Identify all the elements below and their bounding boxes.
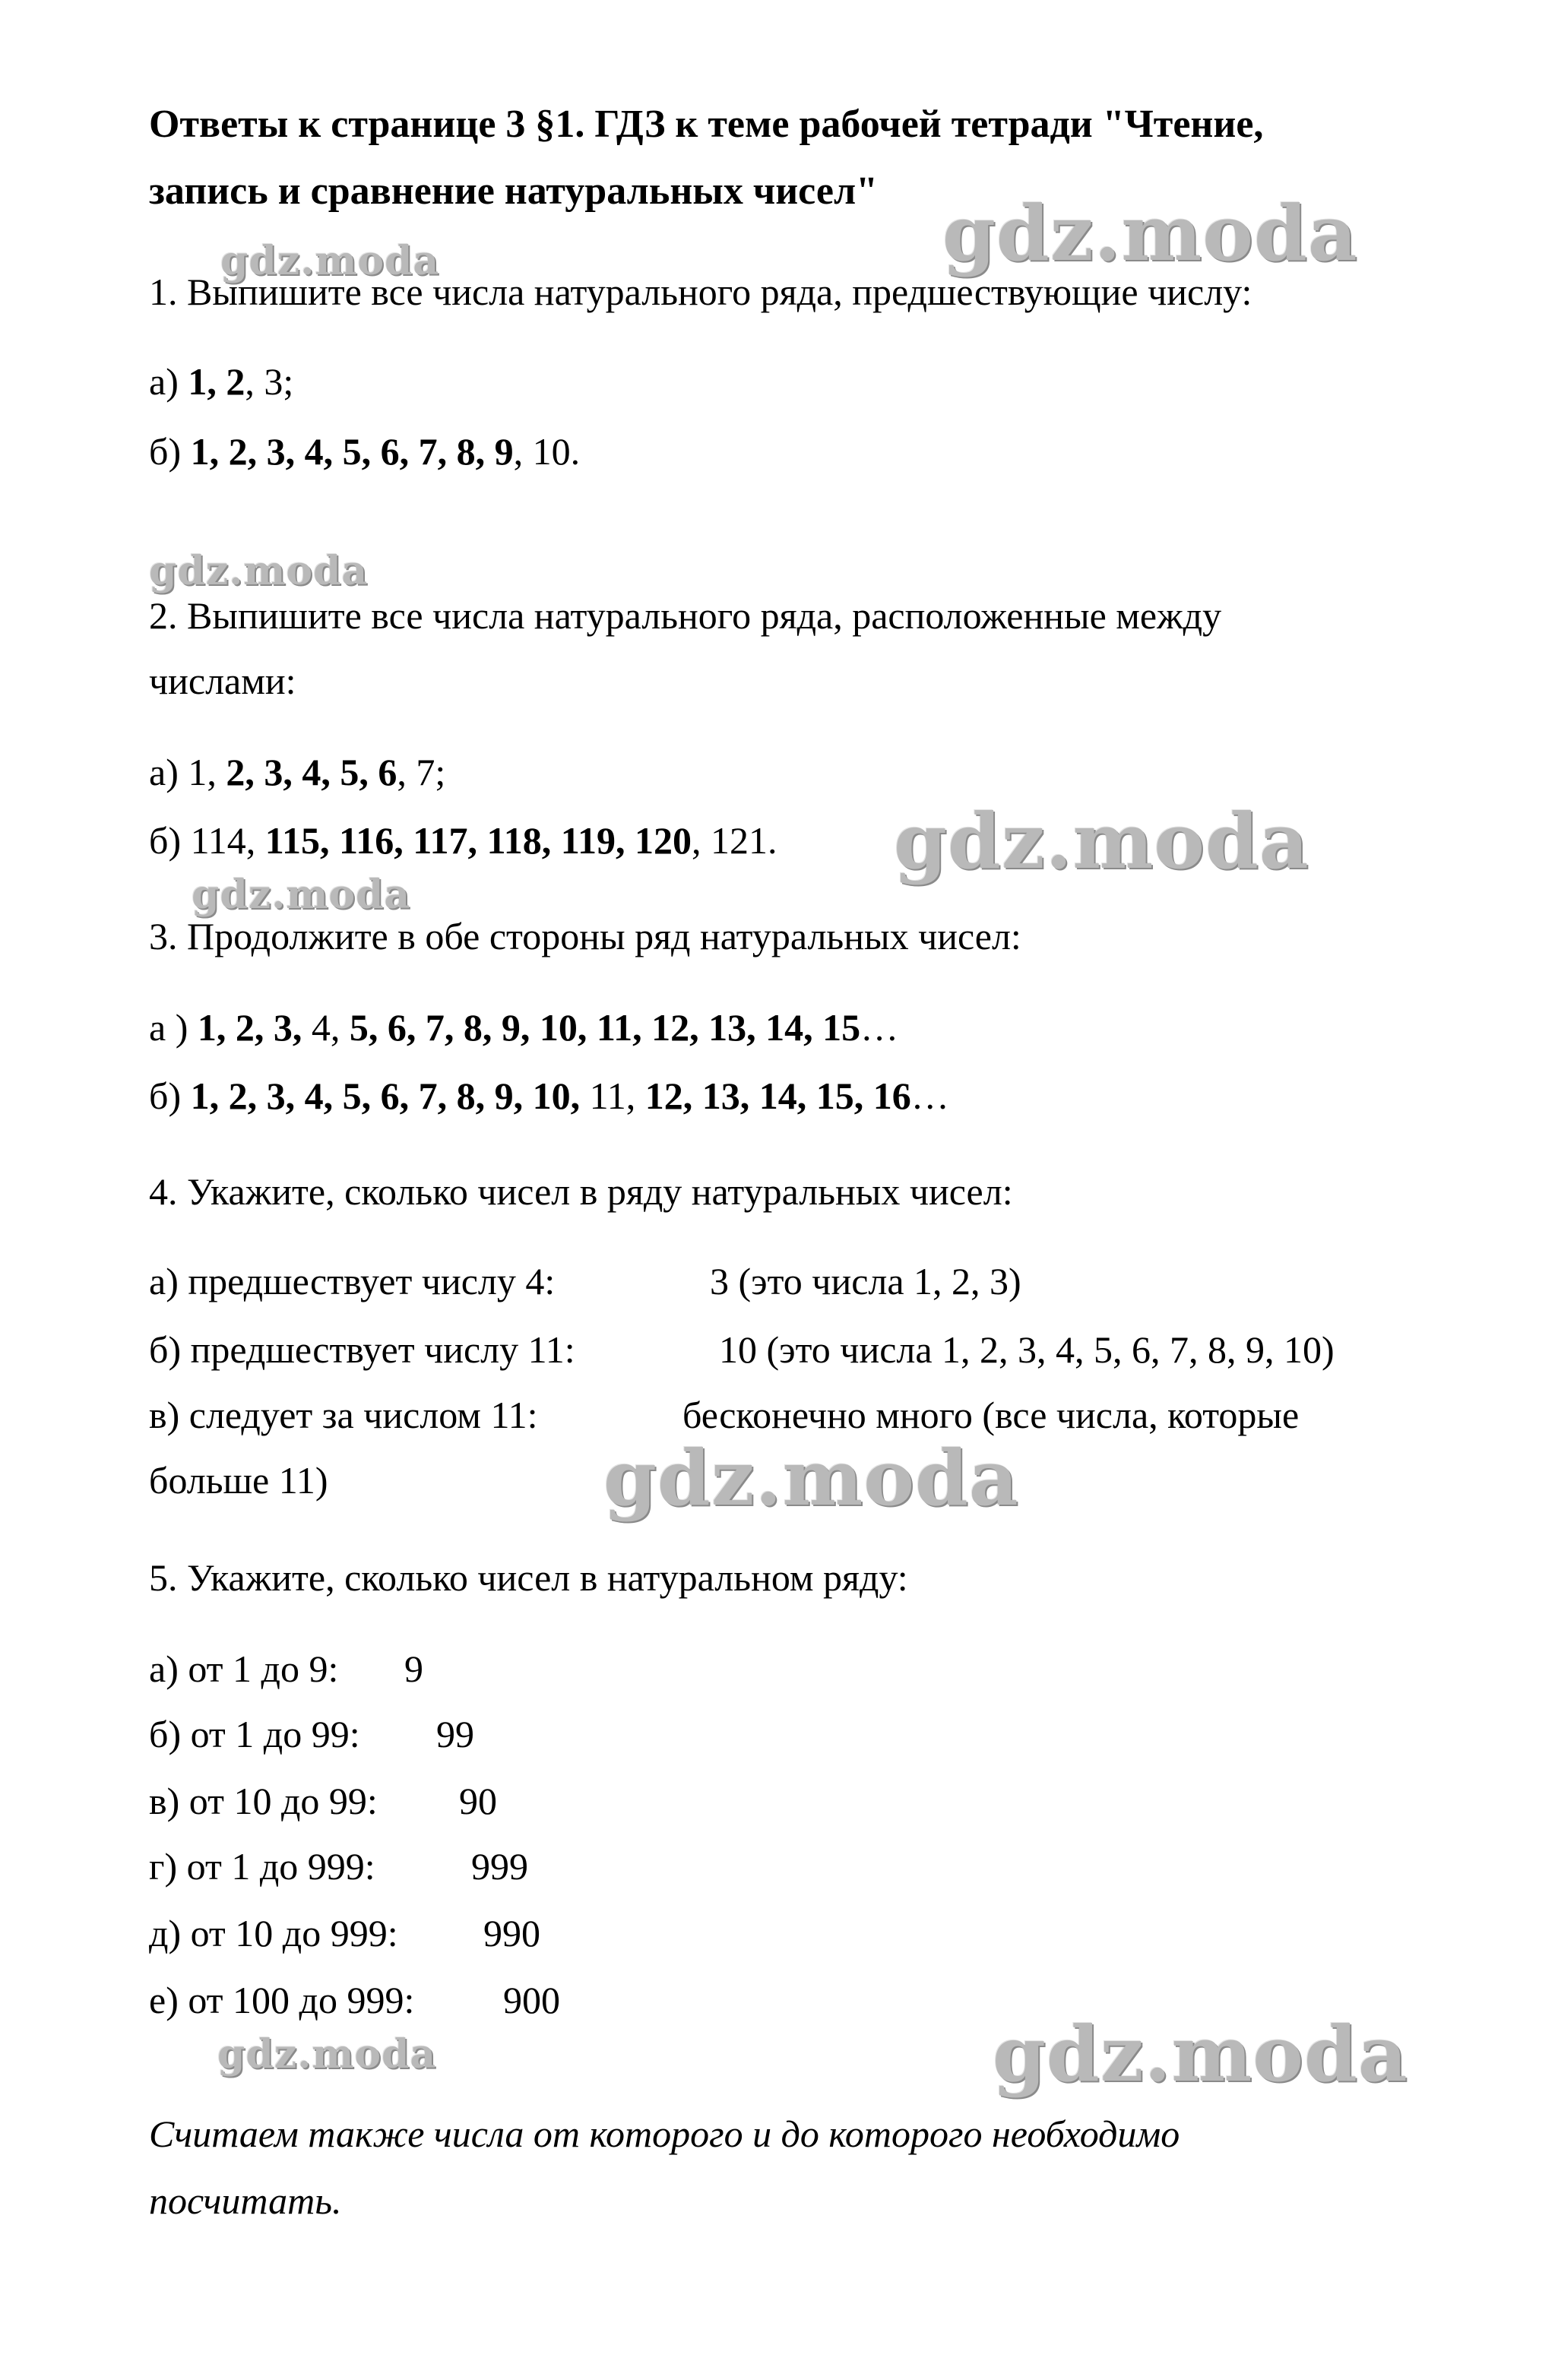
task-2-answer-b: б) 114, 115, 116, 117, 118, 119, 120, 121. — [149, 819, 777, 862]
task-5-answer-c: 90 — [459, 1780, 497, 1822]
watermark-logo: gdz.moda — [217, 2031, 437, 2078]
task-1-question: 1. Выпишите все числа натурального ряда, предшествующие числу: — [149, 271, 1252, 313]
watermark-logo: gdz.moda — [942, 188, 1358, 278]
watermark-logo: gdz.moda — [894, 796, 1309, 886]
watermark-logo: gdz.moda — [220, 238, 440, 284]
task-5-answer-f: 900 — [503, 1979, 560, 2021]
task-5-note-line-2: посчитать. — [149, 2179, 342, 2222]
task-4-label-b: б) предшествует числу 11: — [149, 1328, 575, 1371]
task-3-question: 3. Продолжите в обе стороны ряд натуральных чисел: — [149, 915, 1021, 957]
task-4-label-c: в) следует за числом 11: — [149, 1394, 538, 1436]
task-5-answer-b: 99 — [436, 1713, 474, 1755]
watermark-logo: gdz.moda — [149, 548, 369, 594]
task-5-answer-d: 999 — [471, 1845, 528, 1888]
task-5-label-e: д) от 10 до 999: — [149, 1912, 398, 1954]
task-2-question-line-2: числами: — [149, 660, 296, 702]
task-2-question-line-1: 2. Выпишите все числа натурального ряда, расположенные между — [149, 594, 1222, 637]
watermark-logo: gdz.moda — [603, 1433, 1019, 1523]
task-1-answer-b: б) 1, 2, 3, 4, 5, 6, 7, 8, 9, 10. — [149, 430, 581, 473]
task-5-answer-e: 990 — [483, 1912, 540, 1954]
task-4-label-a: а) предшествует числу 4: — [149, 1260, 556, 1302]
task-5-label-a: а) от 1 до 9: — [149, 1647, 339, 1690]
task-4-answer-c-continued: больше 11) — [149, 1459, 328, 1502]
task-5-label-d: г) от 1 до 999: — [149, 1845, 375, 1888]
page-title-line-1: Ответы к странице 3 §1. ГДЗ к теме рабочей тетради "Чтение, — [149, 103, 1264, 146]
page-title-line-2: запись и сравнение натуральных чисел" — [149, 169, 879, 213]
task-3-answer-b: б) 1, 2, 3, 4, 5, 6, 7, 8, 9, 10, 11, 12, 13, 14, 15, 16… — [149, 1074, 949, 1117]
task-4-answer-c: бесконечно много (все числа, которые — [682, 1394, 1300, 1436]
task-5-label-b: б) от 1 до 99: — [149, 1713, 360, 1755]
task-4-answer-b: 10 (это числа 1, 2, 3, 4, 5, 6, 7, 8, 9, 10) — [719, 1328, 1335, 1371]
task-3-answer-a: а ) 1, 2, 3, 4, 5, 6, 7, 8, 9, 10, 11, 12, 13, 14, 15… — [149, 1006, 899, 1049]
task-4-answer-a: 3 (это числа 1, 2, 3) — [710, 1260, 1021, 1302]
task-4-question: 4. Укажите, сколько чисел в ряду натуральных чисел: — [149, 1170, 1013, 1213]
task-5-note-line-1: Считаем также числа от которого и до которого необходимо — [149, 2113, 1180, 2155]
task-5-answer-a: 9 — [404, 1647, 423, 1690]
task-5-label-c: в) от 10 до 99: — [149, 1780, 378, 1822]
task-1-answer-a: а) 1, 2, 3; — [149, 360, 294, 403]
task-5-label-f: е) от 100 до 999: — [149, 1979, 415, 2021]
task-5-question: 5. Укажите, сколько чисел в натуральном ряду: — [149, 1556, 908, 1599]
watermark-logo: gdz.moda — [993, 2009, 1408, 2099]
task-2-answer-a: а) 1, 2, 3, 4, 5, 6, 7; — [149, 751, 446, 793]
watermark-logo: gdz.moda — [192, 872, 411, 918]
